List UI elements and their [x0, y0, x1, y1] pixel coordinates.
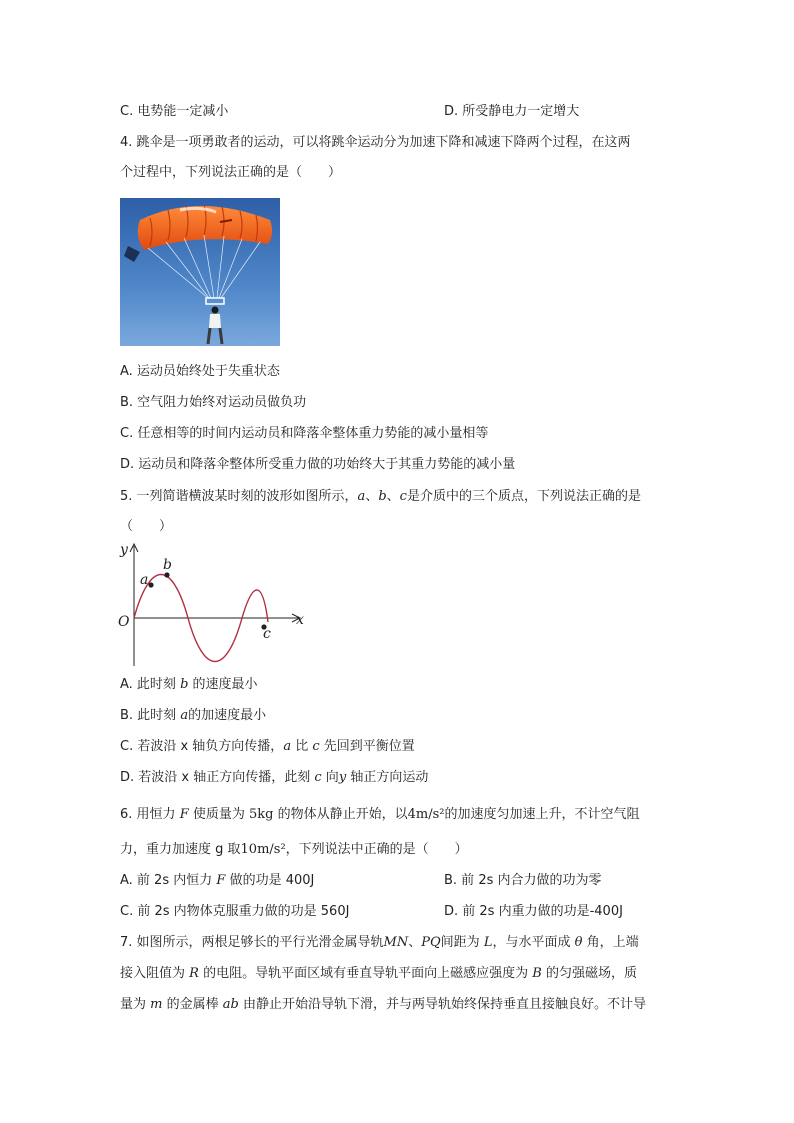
q5-opt-c-var1: a — [283, 739, 292, 754]
q7-l1-mid: 间距为 — [440, 935, 480, 950]
q6-option-d: D. 前 2s 内重力做的功是-400J — [444, 904, 623, 919]
q7-stem-line3 — [120, 996, 646, 1014]
q7-l2-pre: 接入阻值为 — [120, 966, 186, 981]
q6-mass: 5kg — [249, 807, 274, 822]
q5-option-a — [120, 676, 258, 694]
q6-l2-post: ，下列说法中正确的是（ ） — [285, 842, 468, 857]
q5-var-b: b — [378, 489, 387, 504]
q5-var-a: a — [357, 489, 366, 504]
q7-l3-mid: 的金属棒 — [166, 997, 219, 1012]
q5-stem-line1 — [120, 488, 641, 506]
q5-sep2: 、 — [386, 489, 400, 504]
q7-l1-mid2: ，与水平面成 — [492, 935, 571, 950]
q7-l1-sep: 、 — [408, 935, 422, 950]
q5-opt-a-var: b — [180, 677, 189, 692]
q7-var-ab: ab — [222, 997, 239, 1012]
q5-opt-c-post: 先回到平衡位置 — [323, 739, 415, 754]
q4-option-c: C. 任意相等的时间内运动员和降落伞整体重力势能的减小量相等 — [120, 426, 489, 441]
q5-opt-a-pre: A. 此时刻 — [120, 677, 176, 692]
point-c-label: c — [263, 626, 271, 642]
q6-opt-a-post: 做的功是 400J — [229, 873, 315, 888]
q7-l2-mid: 的电阻。导轨平面区域有垂直导轨平面向上磁感应强度为 — [203, 966, 529, 981]
q7-var-MN: MN — [383, 935, 409, 950]
axis-x-label: x — [296, 612, 304, 628]
q3-option-d: D. 所受静电力一定增大 — [444, 104, 580, 119]
point-a-dot — [148, 582, 153, 587]
q6-option-c: C. 前 2s 内物体克服重力做的功是 560J — [120, 904, 350, 919]
q4-option-b: B. 空气阻力始终对运动员做负功 — [120, 395, 307, 410]
q6-l1-post: 的加速度匀加速上升，不计空气阻 — [444, 807, 640, 822]
q5-opt-c-var2: c — [312, 739, 320, 754]
q5-opt-d-mid: 向 — [325, 770, 339, 785]
point-b-dot — [164, 572, 169, 577]
q5-opt-b-post: 的加速度最小 — [188, 708, 267, 723]
q7-l1-pre: 7. 如图所示，两根足够长的平行光滑金属导轨 — [120, 935, 384, 950]
q7-l3-post: 由静止开始沿导轨下滑，并与两导轨始终保持垂直且接触良好。不计导 — [243, 997, 647, 1012]
q7-stem-line2 — [120, 965, 637, 983]
wave-figure — [114, 538, 310, 670]
q5-sep1: 、 — [365, 489, 379, 504]
q6-l1-mid1: 使质量为 — [192, 807, 245, 822]
origin-label: O — [118, 614, 130, 630]
q5-opt-a-post: 的速度最小 — [192, 677, 258, 692]
q6-l2-pre: 力，重力加速度 g 取 — [120, 842, 241, 857]
q6-option-b: B. 前 2s 内合力做的功为零 — [444, 873, 602, 888]
q5-opt-d-pre: D. 若波沿 x 轴正方向传播，此刻 — [120, 770, 311, 785]
q5-stem-pre: 5. 一列简谐横波某时刻的波形如图所示， — [120, 489, 358, 504]
q5-var-c: c — [399, 489, 407, 504]
q5-opt-d-post: 轴正方向运动 — [350, 770, 429, 785]
q5-opt-c-pre: C. 若波沿 x 轴负方向传播， — [120, 739, 284, 754]
q5-stem-post: 是介质中的三个质点，下列说法正确的是 — [406, 489, 641, 504]
q7-l3-pre: 量为 — [120, 997, 147, 1012]
q6-l1-pre: 6. 用恒力 — [120, 807, 176, 822]
q5-opt-d-var1: c — [314, 770, 322, 785]
q7-l2-post: 的匀强磁场，质 — [545, 966, 637, 981]
q5-stem-line2: （ ） — [120, 519, 173, 534]
q6-stem-line2 — [120, 841, 468, 859]
q7-stem-line1 — [120, 934, 639, 952]
q3-option-c: C. 电势能一定减小 — [120, 104, 229, 119]
axis-y-label: y — [120, 542, 128, 558]
q6-var-F: F — [179, 807, 189, 822]
q7-var-PQ: PQ — [421, 935, 441, 950]
q7-var-theta: θ — [574, 935, 583, 950]
q6-l1-mid2: 的物体从静止开始，以 — [277, 807, 408, 822]
q6-g: 10m/s² — [240, 842, 286, 857]
q6-opt-a-F: F — [216, 873, 226, 888]
q4-option-a: A. 运动员始终处于失重状态 — [120, 364, 280, 379]
q7-var-R: R — [189, 966, 199, 981]
q4-stem-line2: 个过程中，下列说法正确的是（ ） — [120, 165, 342, 180]
q5-option-c — [120, 738, 415, 756]
q7-var-B: B — [532, 966, 542, 981]
q7-var-L: L — [483, 935, 493, 950]
q4-stem-line1: 4. 跳伞是一项勇敢者的运动，可以将跳伞运动分为加速下降和减速下降两个过程，在这两 — [120, 135, 631, 150]
point-b-label: b — [163, 557, 172, 573]
q6-acc: 4m/s² — [407, 807, 445, 822]
q6-option-a — [120, 872, 314, 890]
q5-option-d — [120, 769, 428, 787]
q6-opt-a-pre: A. 前 2s 内恒力 — [120, 873, 213, 888]
q7-l1-post: 角，上端 — [586, 935, 639, 950]
q5-opt-d-var2: y — [338, 770, 347, 785]
q5-opt-b-var: a — [180, 708, 189, 723]
q7-var-m: m — [150, 997, 163, 1012]
q5-option-b — [120, 707, 266, 725]
q5-opt-b-pre: B. 此时刻 — [120, 708, 177, 723]
point-a-label: a — [140, 572, 149, 588]
q6-stem-line1 — [120, 806, 640, 824]
q5-opt-c-mid: 比 — [295, 739, 309, 754]
parachute-photo — [120, 198, 280, 346]
q4-option-d: D. 运动员和降落伞整体所受重力做的功始终大于其重力势能的减小量 — [120, 457, 516, 472]
